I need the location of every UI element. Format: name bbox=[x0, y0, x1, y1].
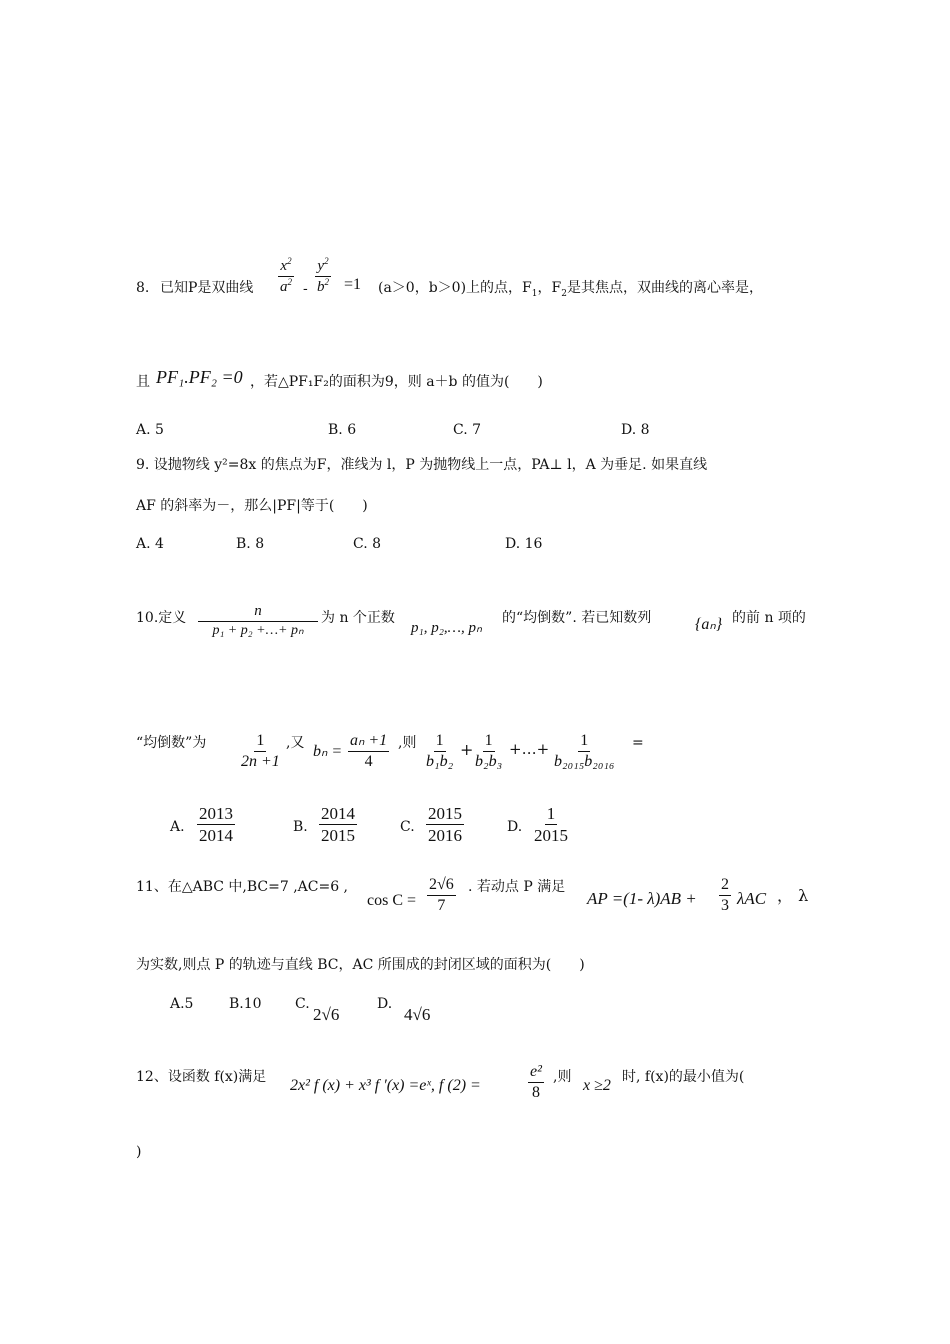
q11-option-c-label: C. bbox=[295, 996, 310, 1012]
q11-line2: 为实数,则点 P 的轨迹与直线 BC，AC 所围成的封闭区域的面积为( ) bbox=[136, 957, 585, 973]
q8-option-c: C. 7 bbox=[453, 422, 482, 438]
q10-mid2: 的“均倒数”. 若已知数列 bbox=[502, 610, 652, 626]
q12-condition: x ≥2 bbox=[583, 1077, 611, 1094]
q8-rhs: =1 bbox=[344, 276, 362, 293]
q11-vector-eq: AP =(1- λ)AB + bbox=[587, 889, 697, 908]
q8-option-a: A. 5 bbox=[136, 422, 164, 438]
q10-option-b-label: B. bbox=[293, 819, 308, 835]
q10-option-b-fraction: $\frac{2014}{2015}$ bbox=[321, 804, 355, 846]
q12-ze: ,则 bbox=[553, 1069, 572, 1085]
q8-line1-post: (a＞0，b＞0)上的点，F bbox=[378, 280, 532, 296]
q9-option-c: C. 8 bbox=[353, 536, 382, 552]
q12-close-paren: ) bbox=[136, 1144, 142, 1160]
q11-option-a: A.5 bbox=[170, 996, 194, 1012]
q11-tail: ， λ bbox=[777, 886, 809, 905]
q10-equals: = bbox=[632, 735, 644, 751]
q10-sequence: p₁, p₂,…, pₙ bbox=[411, 620, 482, 636]
q10-option-a-label: A. bbox=[170, 819, 185, 835]
q8-fraction-x: $\frac{x^2}{a^2}$ bbox=[280, 256, 292, 295]
q8-number: 8. bbox=[136, 280, 150, 296]
q12-e2-over-8: $\frac{\text{e²}}{8}$ bbox=[530, 1063, 542, 1101]
q12-post: 时, f(x)的最小值为( bbox=[622, 1069, 745, 1085]
q9-option-d: D. 16 bbox=[505, 536, 543, 552]
q10-option-d-label: D. bbox=[507, 819, 523, 835]
q11-option-b: B.10 bbox=[229, 996, 262, 1012]
q8-line1-post3: 是其焦点，双曲线的离心率是， bbox=[566, 280, 763, 296]
q8-minus: - bbox=[303, 281, 308, 297]
q10-option-c-label: C. bbox=[400, 819, 415, 835]
q8-line1-pre: 已知P是双曲线 bbox=[160, 280, 254, 296]
q11-pre: 11、在△ABC 中,BC=7 ,AC=6 , bbox=[136, 879, 349, 895]
q10-sum-term1: $\frac{1}{\text{b₁b₂}}$ bbox=[426, 732, 454, 770]
q8-option-d: D. 8 bbox=[621, 422, 650, 438]
q8-line1-post-group: (a＞0，b＞0)上的点，$F_1$，$F_2$是其焦点，双曲线的离心率是， bbox=[378, 280, 763, 299]
q10-pre: 10.定义 bbox=[136, 610, 187, 626]
q10-plus: + bbox=[460, 740, 474, 759]
q8-option-b: B. 6 bbox=[328, 422, 357, 438]
q10-an: {aₙ} bbox=[695, 616, 723, 633]
q10-mid1: 为 n 个正数 bbox=[321, 610, 395, 626]
q8-line2-post: ，若△PF₁F₂的面积为9，则 a＋b 的值为( ) bbox=[250, 374, 543, 390]
q12-equation: 2x² f (x) + x³ f ′(x) =eˣ, f (2) = bbox=[290, 1077, 481, 1094]
q11-lambda-ac: λAC bbox=[737, 889, 767, 908]
q10-definition-fraction: $\frac{n}{\text{p₁ + p₂ +…+ pₙ}}$ bbox=[198, 602, 318, 639]
q10-mid3: 的前 n 项的 bbox=[732, 610, 806, 626]
q10-option-c-fraction: $\frac{2015}{2016}$ bbox=[428, 804, 462, 846]
q8-dot-product: PF₁.PF₂ =0 bbox=[156, 367, 243, 387]
q10-bn: bₙ = bbox=[313, 743, 343, 760]
q9-option-a: A. 4 bbox=[136, 536, 164, 552]
q8-fraction-y: $\frac{y^2}{b^2}$ bbox=[317, 256, 329, 295]
q11-option-d-label: D. bbox=[377, 996, 393, 1012]
q10-line2-pre: “均倒数”为 bbox=[136, 735, 207, 751]
q9-line1: 9. 设抛物线 y²=8x 的焦点为F，准线为 l，P 为抛物线上一点，PA⊥ l，A 为垂足. 如果直线 bbox=[136, 457, 708, 473]
q10-option-d-fraction: $\frac{1}{2015}$ bbox=[534, 804, 568, 846]
q10-option-a-fraction: $\frac{2013}{2014}$ bbox=[199, 804, 233, 846]
q10-sum-term3: $\frac{1}{\text{b₂₀₁₅b₂₀₁₆}}$ bbox=[554, 732, 615, 770]
q11-option-d-value: 4√6 bbox=[404, 1005, 431, 1024]
q11-cos-fraction: $\frac{2√6}{7}$ bbox=[429, 876, 454, 914]
q9-line2: AF 的斜率为－，那么|PF|等于( ) bbox=[136, 498, 368, 514]
q9-option-b: B. 8 bbox=[236, 536, 265, 552]
q10-dots: +…+ bbox=[509, 740, 550, 758]
q10-you: ,又 bbox=[286, 735, 305, 751]
q11-mid: . 若动点 P 满足 bbox=[468, 879, 566, 895]
q10-average-fraction: $\frac{1}{2n +1}$ bbox=[241, 732, 280, 770]
q10-bn-fraction: $\frac{\text{aₙ +1}}{4}$ bbox=[350, 732, 388, 770]
q11-two-thirds: $\frac{2}{3}$ bbox=[721, 876, 729, 914]
q10-sum-term2: $\frac{1}{\text{b₂b₃}}$ bbox=[475, 732, 503, 770]
q12-pre: 12、设函数 f(x)满足 bbox=[136, 1069, 267, 1085]
q11-option-c-value: 2√6 bbox=[313, 1005, 340, 1024]
q8-line1-post2: ，F bbox=[537, 280, 562, 296]
q11-cos: cos C = bbox=[367, 892, 417, 909]
q10-ze: ,则 bbox=[398, 735, 417, 751]
q8-line2-pre: 且 bbox=[136, 374, 150, 390]
